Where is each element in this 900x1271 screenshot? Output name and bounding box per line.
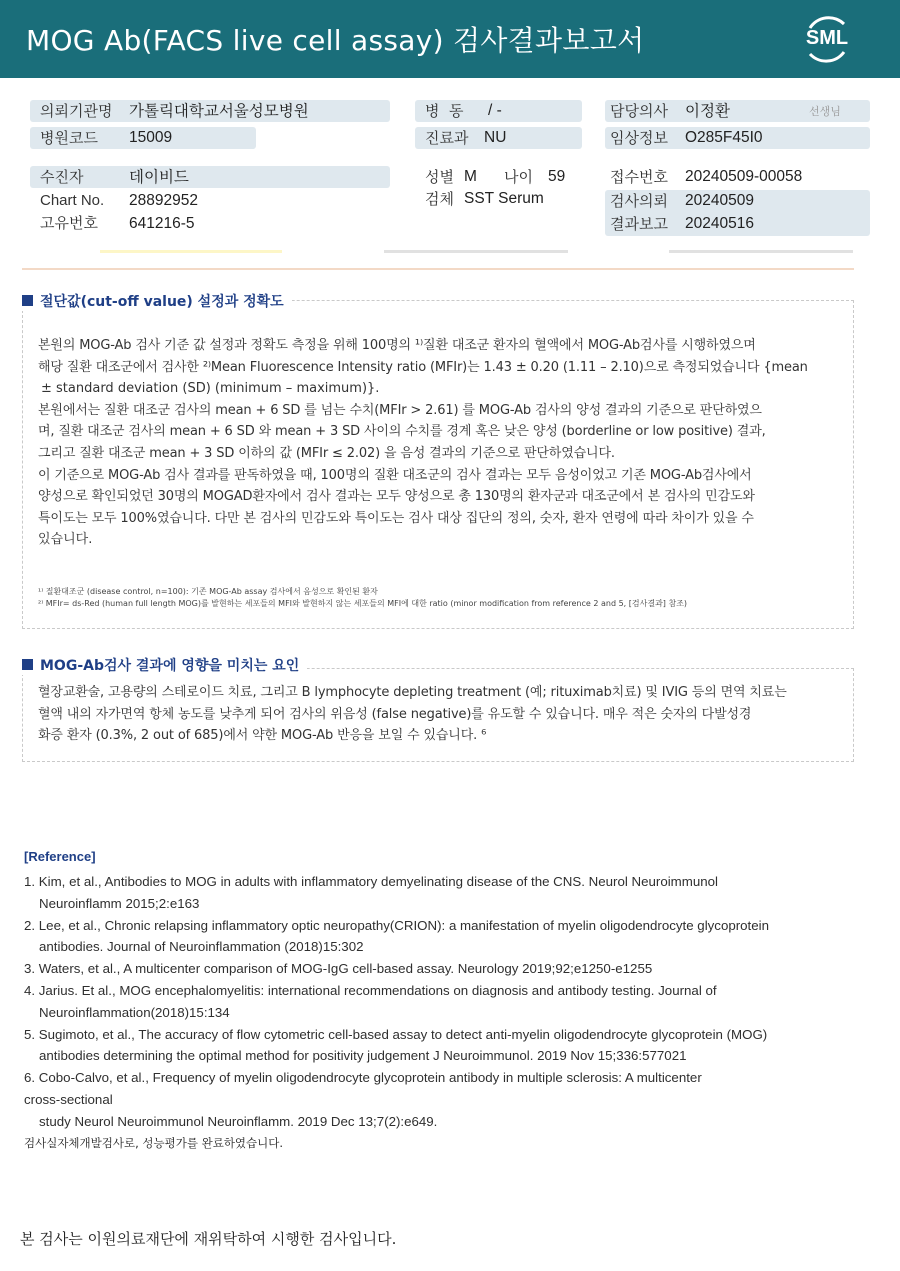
hospital-code-value: 15009 bbox=[129, 129, 173, 146]
body-line: 이 기준으로 MOG-Ab 검사 결과를 판독하였을 때, 100명의 질환 대조군의 검사 결과는 모두 음성이었고 기존 MOG-Ab검사에서 bbox=[38, 467, 752, 483]
reference-item: 1. Kim, et al., Antibodies to MOG in adults with inflammatory demyelinating disease of the CNS. Neurol Neuroimmunol bbox=[24, 874, 718, 889]
body-line: 혈장교환술, 고용량의 스테로이드 치료, 그리고 B lymphocyte depleting treatment (예; rituximab치료) 및 IVIG 등의 면역 치료는 bbox=[38, 685, 787, 700]
ward-value: / - bbox=[488, 102, 502, 119]
chart-no-value: 28892952 bbox=[129, 192, 198, 209]
report-title: MOG Ab(FACS live cell assay) 검사결과보고서 bbox=[26, 24, 645, 57]
footnote-1: ¹⁾ 질환대조군 (disease control, n=100): 기존 MOG-Ab assay 검사에서 음성으로 확인된 환자 bbox=[38, 587, 378, 596]
report-date-value: 20240516 bbox=[685, 215, 754, 232]
reference-item: 5. Sugimoto, et al., The accuracy of flow cytometric cell-based assay to detect anti-myelin oligodendrocyte glycoprotein (MOG) bbox=[24, 1026, 768, 1042]
ward-label: 병 동 bbox=[425, 102, 464, 120]
patient-field bbox=[30, 166, 390, 188]
request-label: 검사의뢰 bbox=[610, 192, 668, 210]
specimen-label: 검체 bbox=[425, 190, 454, 208]
patient-value: 데이비드 bbox=[129, 168, 189, 186]
report-header bbox=[0, 0, 900, 78]
uid-value: 641216-5 bbox=[129, 215, 195, 232]
header-divider bbox=[22, 268, 854, 270]
age-label: 나이 bbox=[504, 168, 533, 186]
reference-item: antibodies. Journal of Neuroinflammation (2018)15:302 bbox=[39, 939, 364, 955]
reference-item: 2. Lee, et al., Chronic relapsing inflammatory optic neuropathy(CRION): a manifestation of myelin oligodendrocyte glycoprotein bbox=[24, 917, 769, 933]
hospital-code-label: 병원코드 bbox=[40, 129, 98, 147]
doctor-suffix: 선생님 bbox=[809, 105, 841, 118]
receipt-value: 20240509-00058 bbox=[685, 168, 803, 185]
body-line: 며, 질환 대조군 검사의 mean + 6 SD 와 mean + 3 SD 사이의 수치를 경계 혹은 낮은 양성 (borderline or low positive) 결과, bbox=[38, 424, 766, 440]
age-value: 59 bbox=[548, 168, 566, 185]
patient-label: 수진자 bbox=[40, 168, 84, 186]
institution-label: 의뢰기관명 bbox=[40, 102, 113, 120]
cutoff-body bbox=[38, 335, 848, 551]
uid-label: 고유번호 bbox=[40, 214, 98, 232]
body-line: 화증 환자 (0.3%, 2 out of 685)에서 약한 MOG-Ab 반응을 보일 수 있습니다. ⁶ bbox=[38, 728, 487, 744]
chart-no-label: Chart No. bbox=[40, 192, 105, 209]
body-line: 있습니다. bbox=[38, 532, 93, 548]
reference-heading: [Reference] bbox=[24, 849, 96, 864]
reference-item: Neuroinflammation(2018)15:134 bbox=[39, 1004, 230, 1020]
underline-decor bbox=[100, 250, 282, 253]
body-line: 양성으로 확인되었던 30명의 MOGAD환자에서 검사 결과는 모두 양성으로 총 130명의 환자군과 대조군에서 본 검사의 민감도와 bbox=[38, 489, 755, 505]
factors-section-heading bbox=[22, 655, 307, 675]
square-bullet-icon bbox=[22, 659, 33, 670]
clinical-value: O285F45I0 bbox=[685, 129, 763, 146]
specimen-value: SST Serum bbox=[464, 190, 544, 207]
body-line: 해당 질환 대조군에서 검사한 ²⁾Mean Fluorescence Intensity ratio (MFIr)는 1.43 ± 0.20 (1.11 – 2.10)으로 측정되었습니다 {mean bbox=[38, 359, 808, 375]
doctor-label: 담당의사 bbox=[610, 102, 668, 120]
underline-decor bbox=[669, 250, 853, 253]
clinical-label: 임상정보 bbox=[610, 129, 668, 147]
underline-decor bbox=[384, 250, 568, 253]
footnote-2: ²⁾ MFIr= ds-Red (human full length MOG)를 발현하는 세포들의 MFI와 발현하지 않는 세포들의 MFI에 대한 ratio (minor modification from reference 2 and 5, [검사결과] 참조) bbox=[38, 599, 688, 608]
reference-item: 4. Jarius. Et al., MOG encephalomyelitis: international recommendations on diagnosis and antibody testing. Journal of bbox=[24, 982, 717, 998]
sex-value: M bbox=[464, 168, 477, 185]
body-line: 본원의 MOG-Ab 검사 기준 값 설정과 정확도 측정을 위해 100명의 ¹⁾질환 대조군 환자의 혈액에서 MOG-Ab검사를 시행하였으며 bbox=[38, 338, 756, 353]
dept-value: NU bbox=[484, 129, 507, 146]
body-line: 혈액 내의 자가면역 항체 농도를 낮추게 되어 검사의 위음성 (false negative)를 유도할 수 있습니다. 매우 적은 숫자의 다발성경 bbox=[38, 706, 752, 722]
body-line: ± standard deviation (SD) (minimum – maximum)}. bbox=[41, 381, 380, 397]
doctor-value: 이정환 bbox=[685, 102, 730, 120]
factors-body bbox=[38, 682, 848, 747]
body-line: 특이도는 모두 100%였습니다. 다만 본 검사의 민감도와 특이도는 검사 대상 집단의 정의, 숫자, 환자 연령에 따라 차이가 있을 수 bbox=[38, 510, 754, 526]
cutoff-section-heading bbox=[22, 291, 292, 311]
factors-heading-text: MOG-Ab검사 결과에 영향을 미치는 요인 bbox=[40, 658, 300, 674]
reference-item: 3. Waters, et al., A multicenter comparison of MOG-IgG cell-based assay. Neurology 2019;92;e1250-e1255 bbox=[24, 961, 653, 977]
reference-item: 6. Cobo-Calvo, et al., Frequency of myelin oligodendrocyte glycoprotein antibody in multiple sclerosis: A multicenter bbox=[24, 1070, 702, 1086]
body-line: 본원에서는 질환 대조군 검사의 mean + 6 SD 를 넘는 수치(MFIr > 2.61) 를 MOG-Ab 검사의 양성 결과의 기준으로 판단하였으 bbox=[38, 402, 762, 418]
validation-note: 검사실자체개발검사로, 성능평가를 완료하였습니다. bbox=[24, 1136, 284, 1150]
logo-text: SML bbox=[805, 27, 849, 49]
reference-item: Neuroinflamm 2015;2:e163 bbox=[39, 895, 200, 911]
reference-item: cross-sectional bbox=[24, 1091, 113, 1107]
body-line: 그리고 질환 대조군 mean + 3 SD 이하의 값 (MFIr ≤ 2.02) 을 음성 결과의 기준으로 판단하였습니다. bbox=[38, 445, 615, 461]
reference-item: antibodies determining the optimal method for positivity judgement J Neuroimmunol. 2019 Nov 15;336:577021 bbox=[39, 1048, 687, 1064]
report-date-label: 결과보고 bbox=[610, 215, 668, 233]
institution-value: 가톨릭대학교서울성모병원 bbox=[129, 102, 309, 120]
square-bullet-icon bbox=[22, 295, 33, 306]
request-value: 20240509 bbox=[685, 192, 754, 209]
reference-list bbox=[24, 871, 844, 1133]
sex-label: 성별 bbox=[425, 168, 454, 186]
sml-logo bbox=[800, 12, 854, 66]
footer-text: 본 검사는 이원의료재단에 재위탁하여 시행한 검사입니다. bbox=[20, 1230, 397, 1248]
receipt-label: 접수번호 bbox=[610, 168, 668, 186]
dept-label: 진료과 bbox=[425, 129, 469, 147]
cutoff-heading-text: 절단값(cut-off value) 설정과 정확도 bbox=[40, 294, 284, 310]
reference-item: study Neurol Neuroimmunol Neuroinflamm. 2019 Dec 13;7(2):e649. bbox=[39, 1113, 438, 1129]
